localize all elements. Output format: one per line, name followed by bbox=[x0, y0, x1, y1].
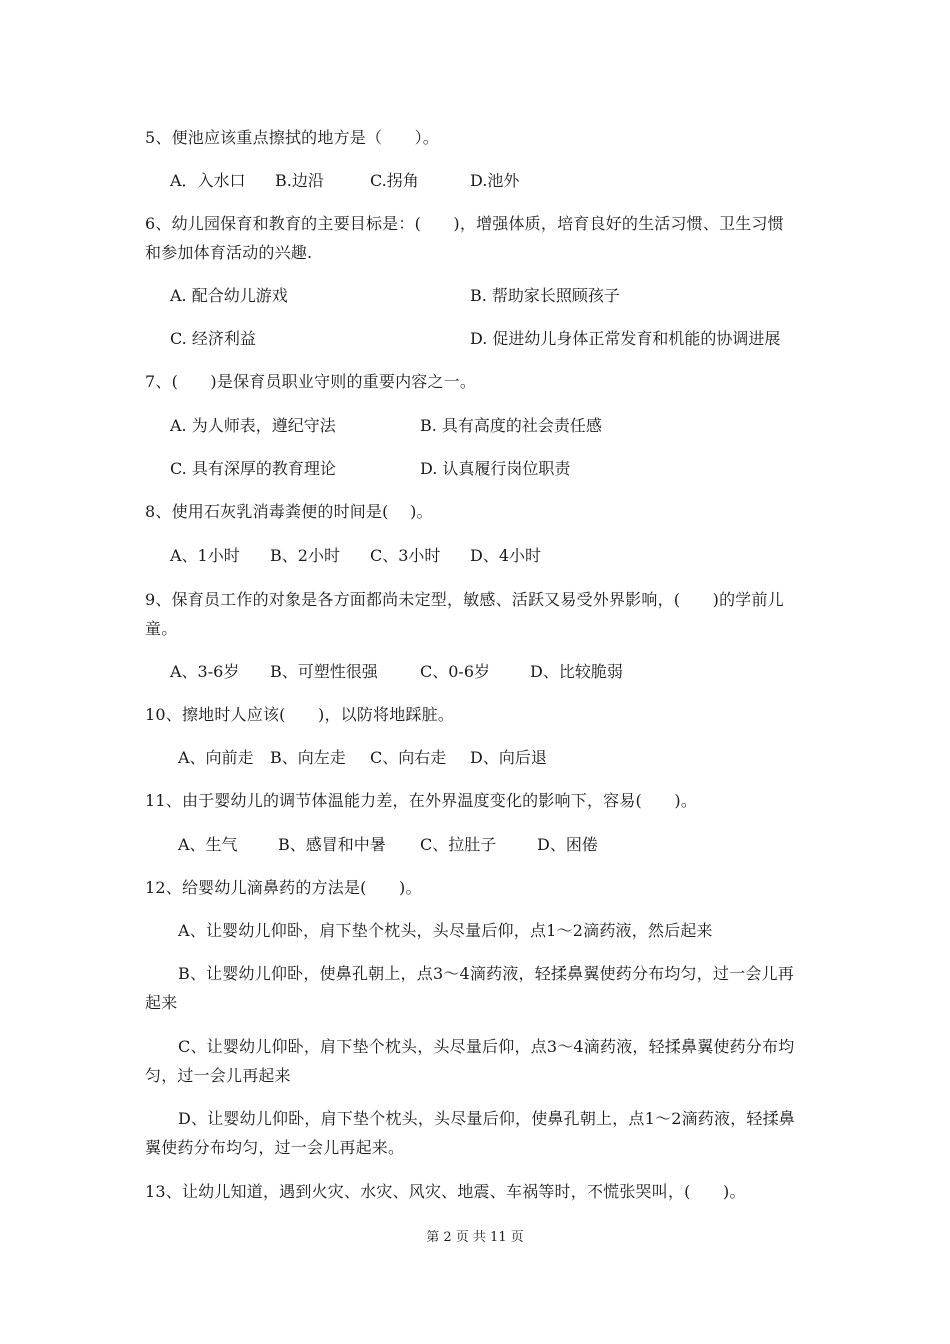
question-13: 13、让幼儿知道，遇到火灾、水灾、风灾、地震、车祸等时，不慌张哭叫，( )。 bbox=[145, 1182, 746, 1201]
q12-option-d-line-1: D、让婴幼儿仰卧，肩下垫个枕头，头尽量后仰，使鼻孔朝上，点1～2滴药液，轻揉鼻 bbox=[178, 1109, 795, 1128]
q12-option-a: A、让婴幼儿仰卧，肩下垫个枕头，头尽量后仰，点1～2滴药液，然后起来 bbox=[178, 921, 713, 940]
q8-option-c: C、3小时 bbox=[370, 546, 441, 565]
question-10: 10、擦地时人应该( )，以防将地踩脏。 bbox=[145, 705, 455, 724]
q12-option-b-line-1: B、让婴幼儿仰卧，使鼻孔朝上，点3～4滴药液，轻揉鼻翼使药分布均匀，过一会儿再 bbox=[178, 964, 794, 983]
q6-option-b: B. 帮助家长照顾孩子 bbox=[470, 286, 620, 305]
question-6-line-2: 和参加体育活动的兴趣. bbox=[145, 243, 313, 262]
question-11: 11、由于婴幼儿的调节体温能力差，在外界温度变化的影响下，容易( )。 bbox=[145, 791, 698, 810]
q11-option-b: B、感冒和中暑 bbox=[278, 835, 386, 854]
q11-option-d: D、困倦 bbox=[537, 835, 598, 854]
question-7: 7、( )是保育员职业守则的重要内容之一。 bbox=[145, 372, 477, 391]
q12-option-d-line-2: 翼使药分布均匀，过一会儿再起来。 bbox=[145, 1138, 405, 1157]
q12-option-c-line-2: 匀，过一会儿再起来 bbox=[145, 1066, 291, 1085]
q11-option-c: C、拉肚子 bbox=[420, 835, 497, 854]
q10-option-b: B、向左走 bbox=[270, 748, 346, 767]
q8-option-b: B、2小时 bbox=[270, 546, 340, 565]
q8-option-a: A、1小时 bbox=[170, 546, 240, 565]
q6-option-d: D. 促进幼儿身体正常发育和机能的协调进展 bbox=[470, 329, 781, 348]
question-9-line-2: 童。 bbox=[145, 619, 178, 638]
q7-option-d: D. 认真履行岗位职责 bbox=[420, 459, 571, 478]
question-9-line-1: 9、保育员工作的对象是各方面都尚未定型，敏感、活跃又易受外界影响，( )的学前儿 bbox=[145, 590, 784, 609]
question-12: 12、给婴幼儿滴鼻药的方法是( )。 bbox=[145, 878, 422, 897]
question-6-line-1: 6、幼儿园保育和教育的主要目标是：( )，增强体质，培育良好的生活习惯、卫生习惯 bbox=[145, 214, 784, 233]
q5-option-c: C.拐角 bbox=[370, 171, 419, 190]
q6-option-a: A. 配合幼儿游戏 bbox=[170, 286, 288, 305]
q10-option-c: C、向右走 bbox=[370, 748, 447, 767]
q5-option-b: B.边沿 bbox=[275, 171, 324, 190]
question-5: 5、便池应该重点擦拭的地方是（ ）。 bbox=[145, 128, 439, 147]
q7-option-c: C. 具有深厚的教育理论 bbox=[170, 459, 336, 478]
q9-option-d: D、比较脆弱 bbox=[530, 662, 623, 681]
page-footer: 第 2 页 共 11 页 bbox=[426, 1230, 524, 1245]
q5-option-d: D.池外 bbox=[470, 171, 520, 190]
q5-option-a: A．入水口 bbox=[170, 171, 246, 190]
q7-option-a: A. 为人师表，遵纪守法 bbox=[170, 416, 336, 435]
q9-option-c: C、0-6岁 bbox=[420, 662, 491, 681]
question-8: 8、使用石灰乳消毒粪便的时间是( )。 bbox=[145, 502, 433, 521]
q12-option-c-line-1: C、让婴幼儿仰卧，肩下垫个枕头，头尽量后仰，点3～4滴药液，轻揉鼻翼使药分布均 bbox=[178, 1037, 795, 1056]
q6-option-c: C. 经济利益 bbox=[170, 329, 256, 348]
q10-option-a: A、向前走 bbox=[178, 748, 254, 767]
q10-option-d: D、向后退 bbox=[470, 748, 547, 767]
q12-option-b-line-2: 起来 bbox=[145, 993, 178, 1012]
q8-option-d: D、4小时 bbox=[470, 546, 542, 565]
q9-option-a: A、3-6岁 bbox=[170, 662, 240, 681]
q7-option-b: B. 具有高度的社会责任感 bbox=[420, 416, 602, 435]
q11-option-a: A、生气 bbox=[178, 835, 238, 854]
q9-option-b: B、可塑性很强 bbox=[270, 662, 378, 681]
